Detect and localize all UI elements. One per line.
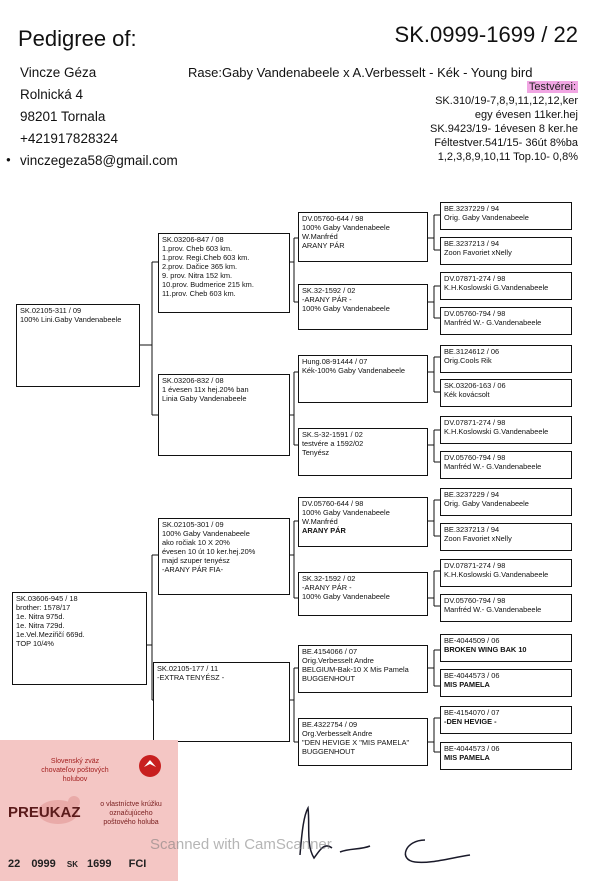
fmm-box bbox=[298, 428, 428, 476]
pedigree-note: W.Manfréd bbox=[302, 232, 338, 241]
owner-phone: +421917828324 bbox=[20, 131, 118, 146]
sibling-line: Féltestver.541/15- 36út 8%ba bbox=[434, 137, 578, 149]
ff-box bbox=[158, 233, 290, 313]
g8-box bbox=[440, 451, 572, 479]
pedigree-note: TOP 10/4% bbox=[16, 639, 54, 648]
owner-street: Rolnická 4 bbox=[20, 87, 84, 102]
g1-box bbox=[440, 202, 572, 230]
ring-id: BE-4154070 / 07 bbox=[444, 708, 500, 717]
owner-name: Vincze Géza bbox=[20, 65, 97, 80]
pedigree-note: 100% Gaby Vandenabeele bbox=[302, 508, 390, 517]
pedigree-note: 1 évesen 11x hej.20% ban bbox=[162, 385, 249, 394]
pedigree-note: 100% Gaby Vandenabeele bbox=[302, 304, 390, 313]
bullet-mark: ● bbox=[6, 155, 11, 164]
ring-id: DV.05760-794 / 98 bbox=[444, 309, 506, 318]
stamp-desc bbox=[86, 800, 176, 827]
pedigree-note: -ARANY PÁR - bbox=[302, 295, 352, 304]
pedigree-note: Kék kovácsolt bbox=[444, 390, 490, 399]
owner-email: vinczegeza58@gmail.com bbox=[20, 153, 178, 168]
pedigree-note: -ARANY PÁR FIA- bbox=[162, 565, 224, 574]
pedigree-note: 100% Lini.Gaby Vandenabeele bbox=[20, 315, 122, 324]
ring-id: SK.02105-301 / 09 bbox=[162, 520, 224, 529]
pedigree-note: ARANY PÁR bbox=[302, 526, 346, 535]
stamp-ring: 1699 bbox=[87, 858, 112, 870]
sibling-line: egy évesen 11ker.hej bbox=[474, 109, 578, 121]
ring-certificate-stamp bbox=[0, 740, 178, 881]
pedigree-note: Zoon Favoriet xNelly bbox=[444, 248, 512, 257]
pedigree-note: majd szuper tenyész bbox=[162, 556, 230, 565]
mf-box bbox=[158, 518, 290, 595]
ring-id: BE-4044573 / 06 bbox=[444, 671, 500, 680]
pedigree-note: BUGGENHOUT bbox=[302, 747, 355, 756]
pedigree-note: -DEN HEVIGE - bbox=[444, 717, 497, 726]
ring-id: DV.05760-794 / 98 bbox=[444, 453, 506, 462]
mmm-box bbox=[298, 718, 428, 766]
pedigree-note: 2.prov. Dačice 365 km. bbox=[162, 262, 238, 271]
pedigree-note: "DEN HEVIGE X "MIS PAMELA" bbox=[302, 738, 410, 747]
sibling-line: SK.310/19-7,8,9,11,12,12,ker bbox=[435, 95, 578, 107]
pedigree-note: MIS PAMELA bbox=[444, 680, 490, 689]
g10-box bbox=[440, 523, 572, 551]
g12-box bbox=[440, 594, 572, 622]
pedigree-note: Orig. Gaby Vandenabeele bbox=[444, 499, 529, 508]
fmf-box bbox=[298, 355, 428, 403]
ring-id: SK.02105-177 / 11 bbox=[157, 664, 219, 673]
g16-box bbox=[440, 742, 572, 770]
g7-box bbox=[440, 416, 572, 444]
pedigree-note: brother: 1578/17 bbox=[16, 603, 71, 612]
father-box bbox=[16, 304, 140, 387]
pedigree-note: Manfréd W.- G.Vandenabeele bbox=[444, 462, 542, 471]
pedigree-note: 9. prov. Nitra 152 km. bbox=[162, 271, 233, 280]
ring-number: SK.0999-1699 / 22 bbox=[394, 22, 578, 47]
ring-id: BE.3237213 / 94 bbox=[444, 239, 500, 248]
fm-box bbox=[158, 374, 290, 456]
pedigree-note: Linia Gaby Vandenabeele bbox=[162, 394, 247, 403]
pedigree-note: -EXTRA TENYÉSZ - bbox=[157, 673, 225, 682]
pedigree-note: 11.prov. Cheb 603 km. bbox=[162, 289, 236, 298]
signature bbox=[280, 800, 480, 870]
pedigree-note: Zoon Favoriet xNelly bbox=[444, 534, 512, 543]
siblings-label: Testvérei: bbox=[528, 81, 576, 93]
g4-box bbox=[440, 307, 572, 335]
mother-box bbox=[12, 592, 147, 685]
pedigree-note: -ARANY PÁR - bbox=[302, 583, 352, 592]
ring-id: SK.03206-163 / 06 bbox=[444, 381, 506, 390]
ring-id: BE.3237213 / 94 bbox=[444, 525, 500, 534]
g6-box bbox=[440, 379, 572, 407]
pedigree-note: Org.Verbesselt Andre bbox=[302, 729, 373, 738]
ring-id: BE-4044573 / 06 bbox=[444, 744, 500, 753]
ring-id: SK.03206-847 / 08 bbox=[162, 235, 224, 244]
pedigree-note: 1.prov. Cheb 603 km. bbox=[162, 244, 233, 253]
mff-box bbox=[298, 497, 428, 547]
pedigree-note: MIS PAMELA bbox=[444, 753, 490, 762]
pedigree-note: évesen 10 út 10 ker.hej.20% bbox=[162, 547, 256, 556]
g9-box bbox=[440, 488, 572, 516]
pedigree-note: K.H.Koslowski G.Vandenabeele bbox=[444, 283, 549, 292]
mmf-box bbox=[298, 645, 428, 693]
mfm-box bbox=[298, 572, 428, 616]
g3-box bbox=[440, 272, 572, 300]
pedigree-note: K.H.Koslowski G.Vandenabeele bbox=[444, 570, 549, 579]
ring-id: SK.03606-945 / 18 bbox=[16, 594, 78, 603]
pedigree-note: Orig. Gaby Vandenabeele bbox=[444, 213, 529, 222]
fff-box bbox=[298, 212, 428, 262]
pedigree-note: 1e.Vel.Meziřičí 669d. bbox=[16, 630, 85, 639]
ring-id: DV.05760-644 / 98 bbox=[302, 499, 364, 508]
pedigree-note: BELGIUM-Bak-10 X Mis Pamela bbox=[302, 665, 409, 674]
ring-id: DV.07871-274 / 98 bbox=[444, 274, 506, 283]
ring-id: BE.3237229 / 94 bbox=[444, 490, 500, 499]
ring-id: SK.32-1592 / 02 bbox=[302, 574, 356, 583]
stamp-org bbox=[30, 757, 120, 784]
ring-id: BE.4154066 / 07 bbox=[302, 647, 358, 656]
g5-box bbox=[440, 345, 572, 373]
pedigree-note: 1.prov. Regi.Cheb 603 km. bbox=[162, 253, 250, 262]
ring-id: DV.05760-794 / 98 bbox=[444, 596, 506, 605]
ring-id: SK.03206-832 / 08 bbox=[162, 376, 224, 385]
pedigree-note: W.Manfréd bbox=[302, 517, 338, 526]
pedigree-note: BROKEN WING BAK 10 bbox=[444, 645, 527, 654]
ring-id: Hung.08-91444 / 07 bbox=[302, 357, 368, 366]
stamp-country: SK bbox=[66, 860, 78, 869]
stamp-year: 22 bbox=[8, 858, 21, 870]
stamp-fci: FCI bbox=[128, 858, 147, 870]
stamp-org-line: Slovenský zväz bbox=[50, 758, 100, 765]
owner-city: 98201 Tornala bbox=[20, 109, 106, 124]
pedigree-note: 100% Gaby Vandenabeele bbox=[302, 223, 390, 232]
pedigree-note: Tenyész bbox=[302, 448, 330, 457]
ring-id: SK.32-1592 / 02 bbox=[302, 286, 356, 295]
pedigree-note: BUGGENHOUT bbox=[302, 674, 355, 683]
pedigree-note: ako ročiak 10 X 20% bbox=[162, 538, 230, 547]
ring-id: DV.05760-644 / 98 bbox=[302, 214, 364, 223]
stamp-desc-line: poštového holuba bbox=[103, 819, 159, 826]
pedigree-note: 1e. Nitra 975d. bbox=[16, 612, 65, 621]
pedigree-note: 100% Gaby Vandenabeele bbox=[162, 529, 250, 538]
pedigree-note: K.H.Koslowski G.Vandenabeele bbox=[444, 427, 549, 436]
pedigree-note: Kék-100% Gaby Vandenabeele bbox=[302, 366, 405, 375]
g13-box bbox=[440, 634, 572, 662]
sibling-line: 1,2,3,8,9,10,11 Top.10- 0,8% bbox=[437, 151, 578, 163]
ring-id: BE.4322754 / 09 bbox=[302, 720, 358, 729]
stamp-desc-line: o vlastníctve krúžku bbox=[100, 801, 162, 808]
g15-box bbox=[440, 706, 572, 734]
stamp-ring-row bbox=[8, 858, 146, 870]
ffm-box bbox=[298, 284, 428, 330]
pedigree-note: Orig.Verbesselt Andre bbox=[302, 656, 374, 665]
g14-box bbox=[440, 669, 572, 697]
ring-id: SK.S-32-1591 / 02 bbox=[302, 430, 363, 439]
g11-box bbox=[440, 559, 572, 587]
pedigree-note: testvére a 1592/02 bbox=[302, 439, 364, 448]
mm-box bbox=[153, 662, 290, 742]
union-logo-icon bbox=[138, 754, 162, 778]
pedigree-note: ARANY PÁR bbox=[302, 241, 345, 250]
stamp-desc-line: označujúceho bbox=[109, 810, 153, 817]
ring-id: DV.07871-274 / 98 bbox=[444, 561, 506, 570]
stamp-number: 0999 bbox=[31, 858, 56, 870]
ring-id: BE.3124612 / 06 bbox=[444, 347, 500, 356]
ring-id: SK.02105-311 / 09 bbox=[20, 306, 82, 315]
rase-line: Rase:Gaby Vandenabeele x A.Verbesselt - Kék - Young bird bbox=[188, 65, 533, 80]
pedigree-note: Orig.Cools Rik bbox=[444, 356, 492, 365]
sibling-line: SK.9423/19- 1évesen 8 ker.he bbox=[430, 123, 578, 135]
stamp-org-line: chovateľov poštových holubov bbox=[41, 767, 109, 783]
g2-box bbox=[440, 237, 572, 265]
pedigree-note: 100% Gaby Vandenabeele bbox=[302, 592, 390, 601]
pedigree-note: 10.prov. Budmerice 215 km. bbox=[162, 280, 254, 289]
scanner-watermark: Scanned with CamScanner bbox=[150, 836, 332, 853]
ring-id: BE.3237229 / 94 bbox=[444, 204, 500, 213]
ring-id: BE-4044509 / 06 bbox=[444, 636, 500, 645]
ring-id: DV.07871-274 / 98 bbox=[444, 418, 506, 427]
stamp-title: PREUKAZ bbox=[8, 804, 81, 821]
pedigree-note: 1e. Nitra 729d. bbox=[16, 621, 65, 630]
pedigree-note: Manfréd W.- G.Vandenabeele bbox=[444, 605, 542, 614]
page-title: Pedigree of: bbox=[18, 26, 137, 51]
pedigree-note: Manfréd W.- G.Vandenabeele bbox=[444, 318, 542, 327]
